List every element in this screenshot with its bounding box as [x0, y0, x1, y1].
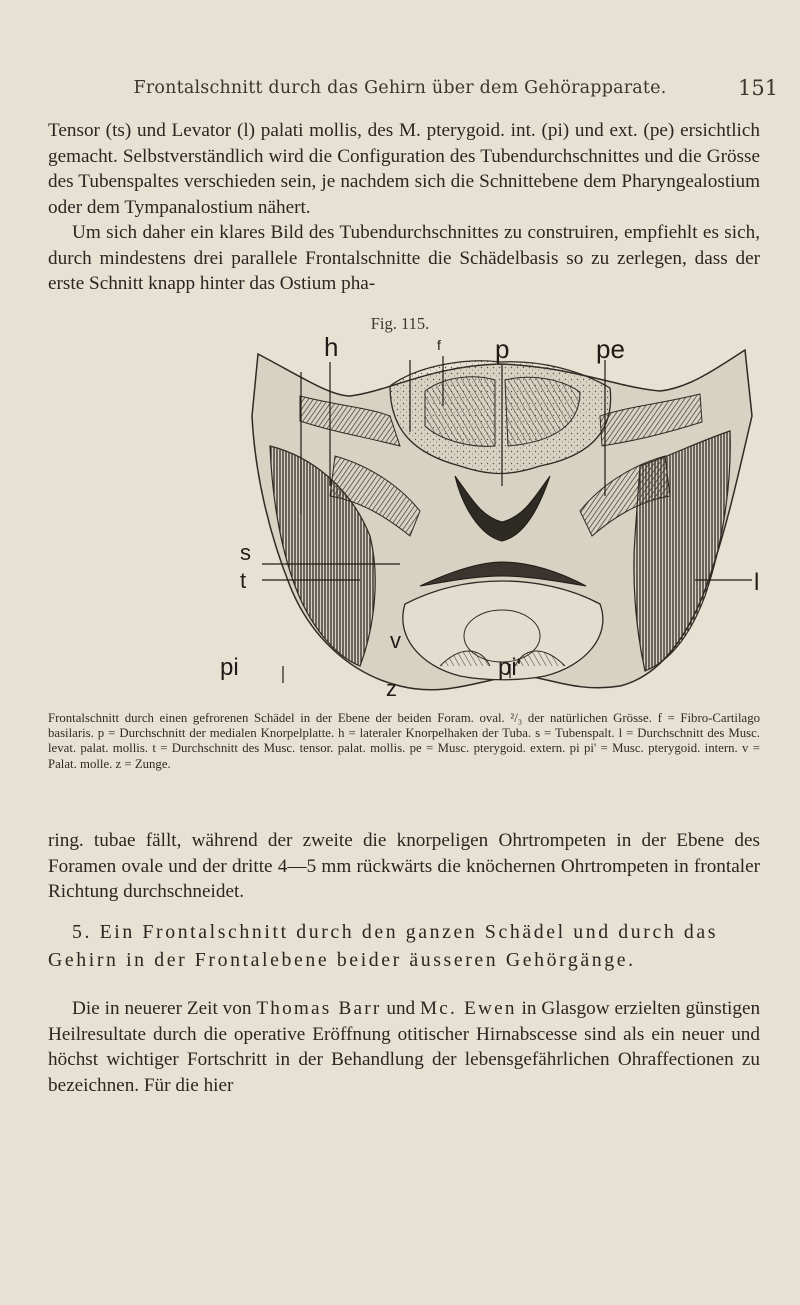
letter-z: z	[386, 676, 397, 696]
paragraph-4-start: Die in neuerer Zeit von	[72, 998, 252, 1019]
paragraph-1: Tensor (ts) und Levator (l) palati mollis, des M. pterygoid. int. (pi) und ext. (pe) ersichtlich gemacht. Selbstverständlich wird die Configuration des Tubendurchschnittes und die Grösse des Tubenspaltes verschieden sein, je nachdem sich die Schnittebene dem Pharyngealostium oder dem Tympanalostium nähert.	[48, 120, 760, 218]
letter-h: h	[324, 336, 339, 362]
section-title: Ein Frontalschnitt durch den ganzen Schädel und durch das Gehirn in der Frontalebene beider äusseren Gehörgänge.	[48, 921, 719, 971]
letter-f: f	[437, 337, 441, 353]
letter-p: p	[495, 336, 510, 364]
paragraph-4-and: und	[386, 998, 416, 1019]
letter-pi-right: pi'	[498, 654, 522, 681]
letter-v: v	[390, 628, 401, 653]
author-name-1: Thomas Barr	[256, 998, 382, 1019]
figure-label: Fig. 115.	[370, 314, 430, 333]
running-title: Frontalschnitt durch das Gehirn über dem Gehörapparate.	[133, 78, 667, 98]
paragraph-3: ring. tubae fällt, während der zweite die knorpeligen Ohrtrompeten in der Ebene des Foramen ovale und der dritte 4—5 mm rückwärts die knöchernen Ohrtrompeten in frontaler Richtung durchschneidet.	[48, 830, 760, 903]
section-number: 5.	[72, 921, 93, 943]
letter-s: s	[240, 540, 251, 565]
author-name-2: Mc. Ewen	[420, 998, 517, 1019]
letter-l: l	[754, 569, 760, 596]
letter-pe: pe	[596, 336, 625, 364]
anatomical-figure	[220, 336, 760, 696]
paragraph-4-rest: in Glasgow erzielten günstigen Heilresultate durch die operative Eröffnung otitischer Hirnabscesse sind als ein neuer und höchst wichtiger Fortschritt in der Behandlung der lebensgefährlichen Ohraffectionen zu bezeichnen. Für die hier	[48, 998, 761, 1096]
figure-caption: Frontalschnitt durch einen gefrorenen Schädel in der Ebene der beiden Foram. oval. ²/₃ der natürlichen Grösse. f = Fibro-Cartilago basilaris. p = Durchschnitt der medialen Knorpelplatte. h = lateraler Knorpelhaken der Tuba. s = Tubenspalt. l = Durchschnitt des Musc. levat. palat. mollis. t = Durchschnitt des Musc. tensor. palat. mollis. pe = Musc. pterygoid. extern. pi pi' = Musc. pterygoid. intern. v = Palat. molle. z = Zunge.	[48, 711, 760, 771]
letter-t: t	[240, 568, 247, 593]
paragraph-4	[48, 996, 760, 1098]
paragraph-2: Um sich daher ein klares Bild des Tubendurchschnittes zu construiren, empfiehlt es sich, durch mindestens drei parallele Frontalschnitte die Schädelbasis so zu zerlegen, dass der erste Schnitt knapp hinter das Ostium pha-	[48, 222, 760, 295]
cross-section-illustration	[240, 336, 760, 696]
letter-pi-left: pi	[220, 654, 239, 681]
page-number: 151	[738, 76, 779, 100]
section-heading	[48, 918, 760, 974]
